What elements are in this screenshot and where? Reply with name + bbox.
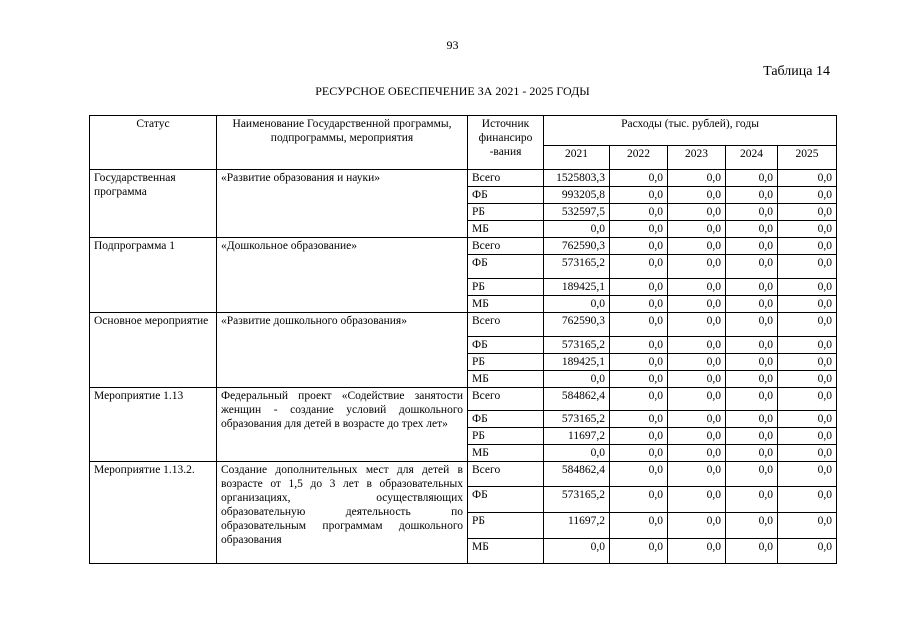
header-year: 2021 [544, 146, 610, 170]
value-cell: 0,0 [610, 428, 668, 445]
value-cell: 0,0 [610, 187, 668, 204]
value-cell: 0,0 [668, 296, 726, 313]
source-cell: РБ [468, 279, 544, 296]
value-cell: 1525803,3 [544, 170, 610, 187]
header-name: Наименование Государственной программы, подпрограммы, мероприятия [217, 116, 468, 170]
name-cell: Создание дополнительных мест для детей в возрасте от 1,5 до 3 лет в образовательных организациях, осуществляющих образовательную деятельность по образовательным программам дошкольного образования [217, 462, 468, 564]
document-title: РЕСУРСНОЕ ОБЕСПЕЧЕНИЕ ЗА 2021 - 2025 ГОДЫ [315, 84, 590, 98]
source-cell: МБ [468, 221, 544, 238]
value-cell: 532597,5 [544, 204, 610, 221]
value-cell: 0,0 [668, 371, 726, 388]
table-header [90, 116, 837, 170]
value-cell: 0,0 [778, 221, 837, 238]
status-cell: Государственная программа [90, 170, 217, 238]
value-cell: 0,0 [668, 428, 726, 445]
value-cell: 0,0 [778, 187, 837, 204]
table-row [90, 313, 837, 337]
source-cell: ФБ [468, 187, 544, 204]
value-cell: 0,0 [726, 255, 778, 279]
value-cell: 0,0 [544, 221, 610, 238]
value-cell: 0,0 [610, 221, 668, 238]
value-cell: 0,0 [610, 513, 668, 539]
header-year: 2025 [778, 146, 837, 170]
value-cell: 0,0 [778, 445, 837, 462]
source-cell: Всего [468, 313, 544, 337]
value-cell: 0,0 [610, 462, 668, 487]
value-cell: 0,0 [610, 337, 668, 354]
resource-table [89, 115, 837, 564]
table-row [90, 388, 837, 411]
value-cell: 0,0 [726, 487, 778, 513]
value-cell: 0,0 [778, 487, 837, 513]
value-cell: 0,0 [610, 238, 668, 255]
value-cell: 0,0 [668, 337, 726, 354]
value-cell: 0,0 [726, 354, 778, 371]
value-cell: 0,0 [610, 170, 668, 187]
source-cell: МБ [468, 539, 544, 564]
value-cell: 0,0 [544, 445, 610, 462]
name-cell: Федеральный проект «Содействие занятости женщин - создание условий дошкольного образования для детей в возрасте до трех лет» [217, 388, 468, 462]
value-cell: 0,0 [668, 279, 726, 296]
status-cell: Основное мероприятие [90, 313, 217, 388]
name-cell: «Развитие дошкольного образования» [217, 313, 468, 388]
value-cell: 993205,8 [544, 187, 610, 204]
value-cell: 0,0 [668, 238, 726, 255]
value-cell: 0,0 [668, 187, 726, 204]
value-cell: 0,0 [668, 411, 726, 428]
value-cell: 0,0 [544, 296, 610, 313]
value-cell: 0,0 [668, 539, 726, 564]
value-cell: 0,0 [610, 388, 668, 411]
status-cell: Мероприятие 1.13 [90, 388, 217, 462]
value-cell: 0,0 [778, 255, 837, 279]
value-cell: 0,0 [726, 221, 778, 238]
table-body [90, 170, 837, 564]
value-cell: 0,0 [610, 279, 668, 296]
value-cell: 0,0 [668, 487, 726, 513]
value-cell: 573165,2 [544, 255, 610, 279]
value-cell: 584862,4 [544, 388, 610, 411]
source-cell: МБ [468, 445, 544, 462]
value-cell: 0,0 [668, 513, 726, 539]
status-cell: Подпрограмма 1 [90, 238, 217, 313]
source-cell: Всего [468, 462, 544, 487]
header-year: 2024 [726, 146, 778, 170]
source-cell: МБ [468, 296, 544, 313]
value-cell: 0,0 [668, 221, 726, 238]
value-cell: 11697,2 [544, 428, 610, 445]
value-cell: 0,0 [726, 337, 778, 354]
value-cell: 0,0 [726, 462, 778, 487]
value-cell: 0,0 [668, 204, 726, 221]
value-cell: 0,0 [668, 170, 726, 187]
source-cell: Всего [468, 388, 544, 411]
value-cell: 0,0 [778, 411, 837, 428]
value-cell: 0,0 [726, 371, 778, 388]
value-cell: 0,0 [726, 411, 778, 428]
value-cell: 0,0 [610, 354, 668, 371]
source-cell: РБ [468, 204, 544, 221]
value-cell: 0,0 [668, 313, 726, 337]
value-cell: 0,0 [668, 462, 726, 487]
value-cell: 0,0 [610, 255, 668, 279]
header-year: 2023 [668, 146, 726, 170]
value-cell: 0,0 [668, 445, 726, 462]
value-cell: 189425,1 [544, 279, 610, 296]
value-cell: 0,0 [726, 388, 778, 411]
value-cell: 0,0 [778, 428, 837, 445]
value-cell: 0,0 [668, 354, 726, 371]
source-cell: ФБ [468, 411, 544, 428]
value-cell: 0,0 [610, 445, 668, 462]
source-cell: РБ [468, 513, 544, 539]
source-cell: ФБ [468, 487, 544, 513]
value-cell: 0,0 [726, 279, 778, 296]
table-row [90, 238, 837, 255]
value-cell: 0,0 [544, 539, 610, 564]
value-cell: 0,0 [778, 279, 837, 296]
name-cell: «Дошкольное образование» [217, 238, 468, 313]
value-cell: 762590,3 [544, 238, 610, 255]
value-cell: 0,0 [610, 296, 668, 313]
value-cell: 11697,2 [544, 513, 610, 539]
value-cell: 0,0 [610, 371, 668, 388]
value-cell: 0,0 [668, 255, 726, 279]
value-cell: 0,0 [778, 238, 837, 255]
value-cell: 0,0 [778, 354, 837, 371]
value-cell: 0,0 [610, 411, 668, 428]
value-cell: 762590,3 [544, 313, 610, 337]
table-label: Таблица 14 [763, 64, 830, 79]
source-cell: МБ [468, 371, 544, 388]
value-cell: 0,0 [610, 204, 668, 221]
header-source: Источник финансиро -вания [468, 116, 544, 170]
header-year: 2022 [610, 146, 668, 170]
value-cell: 0,0 [726, 204, 778, 221]
source-cell: Всего [468, 170, 544, 187]
value-cell: 0,0 [726, 170, 778, 187]
table-row [90, 170, 837, 187]
value-cell: 189425,1 [544, 354, 610, 371]
value-cell: 0,0 [778, 337, 837, 354]
table-row [90, 462, 837, 487]
header-expenses: Расходы (тыс. рублей), годы [544, 116, 837, 146]
value-cell: 0,0 [726, 539, 778, 564]
source-cell: РБ [468, 428, 544, 445]
value-cell: 0,0 [726, 428, 778, 445]
value-cell: 584862,4 [544, 462, 610, 487]
value-cell: 0,0 [778, 313, 837, 337]
value-cell: 0,0 [778, 513, 837, 539]
value-cell: 0,0 [726, 187, 778, 204]
value-cell: 0,0 [726, 513, 778, 539]
value-cell: 0,0 [778, 539, 837, 564]
page-number: 93 [446, 38, 459, 52]
status-cell: Мероприятие 1.13.2. [90, 462, 217, 564]
value-cell: 0,0 [544, 371, 610, 388]
source-cell: ФБ [468, 337, 544, 354]
value-cell: 0,0 [726, 238, 778, 255]
value-cell: 0,0 [778, 296, 837, 313]
value-cell: 0,0 [778, 204, 837, 221]
source-cell: РБ [468, 354, 544, 371]
source-cell: Всего [468, 238, 544, 255]
value-cell: 573165,2 [544, 337, 610, 354]
value-cell: 0,0 [610, 313, 668, 337]
value-cell: 573165,2 [544, 487, 610, 513]
value-cell: 0,0 [726, 445, 778, 462]
value-cell: 0,0 [778, 170, 837, 187]
value-cell: 0,0 [610, 539, 668, 564]
value-cell: 0,0 [778, 462, 837, 487]
value-cell: 0,0 [610, 487, 668, 513]
value-cell: 573165,2 [544, 411, 610, 428]
name-cell: «Развитие образования и науки» [217, 170, 468, 238]
value-cell: 0,0 [726, 313, 778, 337]
value-cell: 0,0 [778, 371, 837, 388]
value-cell: 0,0 [726, 296, 778, 313]
value-cell: 0,0 [668, 388, 726, 411]
value-cell: 0,0 [778, 388, 837, 411]
source-cell: ФБ [468, 255, 544, 279]
header-status: Статус [90, 116, 217, 170]
